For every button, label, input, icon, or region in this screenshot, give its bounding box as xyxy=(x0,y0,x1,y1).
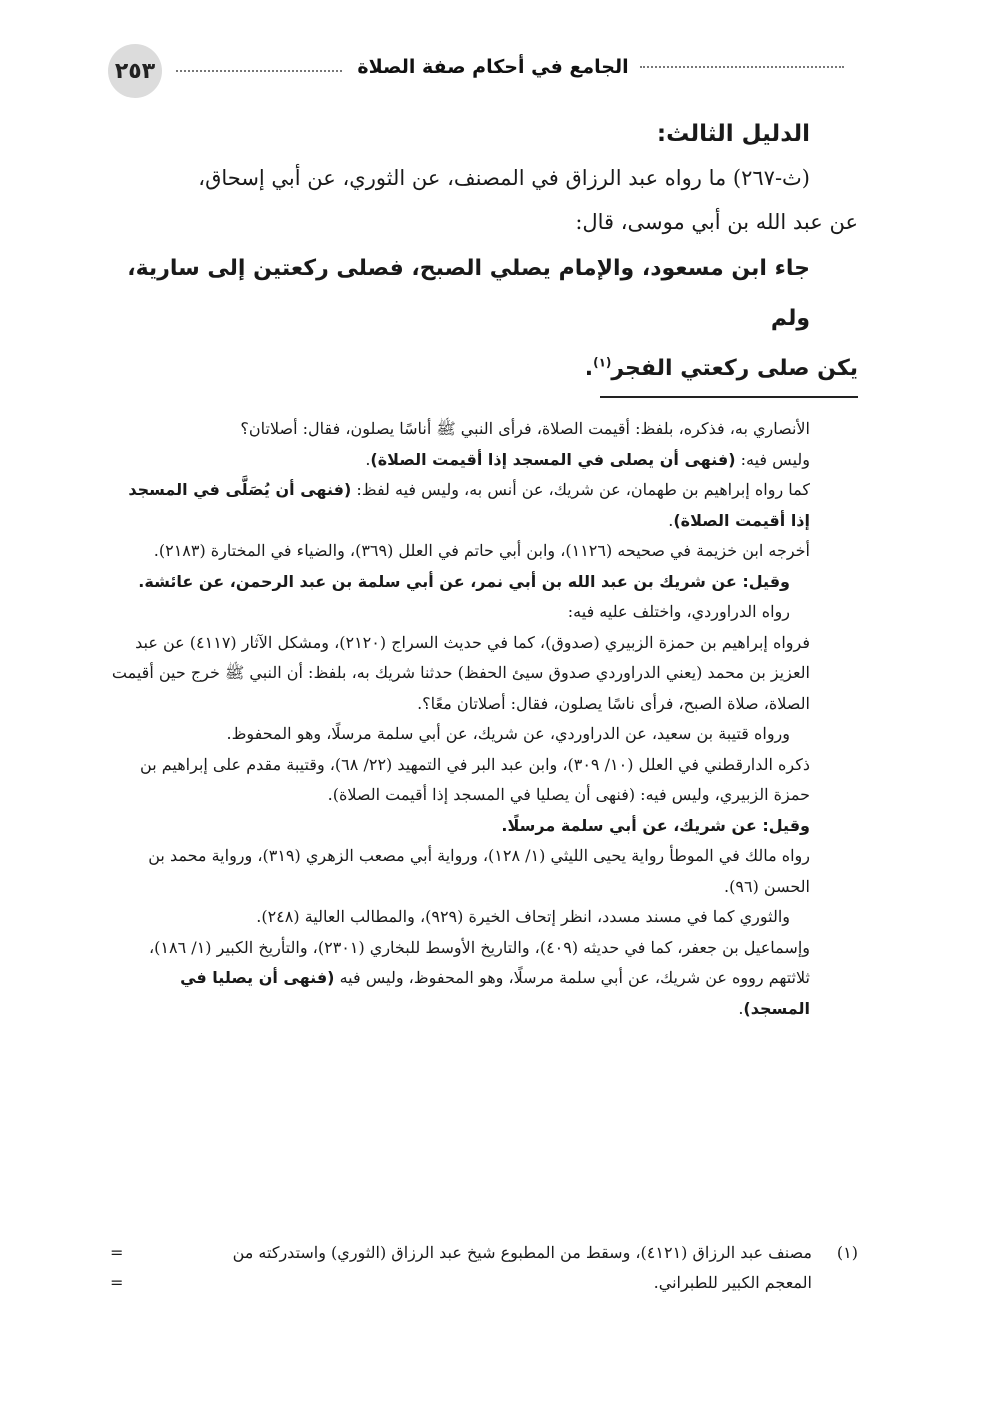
main-text xyxy=(110,112,858,394)
note-line-bold: وقيل: عن شريك بن عبد الله بن أبي نمر، عن أبي سلمة بن عبد الرحمن، عن عائشة. xyxy=(138,571,790,591)
running-header-title: الجامع في أحكام صفة الصلاة xyxy=(357,56,629,78)
note-text: وإسماعيل بن جعفر، كما في حديثه (٤٠٩)، والتاريخ الأوسط للبخاري (٢٣٠١)، والتأريخ الكبير (١/ ١٨٦)، ثلاثتهم رووه عن شريك، عن أبي سلمة مرسلًا، وهو المحفوظ، وليس فيه xyxy=(149,937,810,987)
note-line: الأنصاري به، فذكره، بلفظ: أقيمت الصلاة، فرأى النبي ﷺ أناسًا يصلون، فقال: أصلاتان؟ xyxy=(240,419,810,438)
page-number-badge xyxy=(108,44,162,98)
note-line: والثوري كما في مسند مسدد، انظر إتحاف الخيرة (٩٢٩)، والمطالب العالية (٢٤٨). xyxy=(256,907,790,926)
footnote-1 xyxy=(110,1238,858,1298)
note-bold-text: (فنهى أن يُصَلَّى في المسجد إذا أقيمت الصلاة) xyxy=(128,480,810,530)
athar-quote-text: يكن صلى ركعتي الفجر xyxy=(611,356,858,381)
narration-line-2: عن عبد الله بن أبي موسى، قال: xyxy=(575,210,858,234)
section-heading: الدليل الثالث: xyxy=(656,121,810,147)
note-line: رواه الدراوردي، واختلف عليه فيه: xyxy=(567,602,790,621)
note-line xyxy=(110,475,810,536)
footnote-line-1 xyxy=(110,1238,858,1268)
note-line-bold: وقيل: عن شريك، عن أبي سلمة مرسلًا. xyxy=(501,815,810,835)
note-line: ورواه قتيبة بن سعيد، عن الدراوردي، عن شريك، عن أبي سلمة مرسلًا، وهو المحفوظ. xyxy=(226,724,790,743)
footnotes-body xyxy=(110,414,810,1024)
continuation-mark: = xyxy=(110,1273,124,1292)
note-bold-text: (فنهى أن يصلى في المسجد إذا أقيمت الصلاة) xyxy=(370,449,736,469)
note-line xyxy=(110,445,810,476)
note-line: أخرجه ابن خزيمة في صحيحه (١١٢٦)، وابن أبي حاتم في العلل (٣٦٩)، والضياء في المختارة (٢١٨٣). xyxy=(153,541,810,560)
footnote-reference[interactable]: (١) xyxy=(593,355,612,370)
narration-line-1: (ث-٢٦٧) ما رواه عبد الرزاق في المصنف، عن الثوري، عن أبي إسحاق، xyxy=(198,166,810,190)
note-line xyxy=(110,933,810,1025)
footnote-line-2 xyxy=(110,1268,858,1298)
note-line: ذكره الدارقطني في العلل (١٠/ ٣٠٩)، وابن عبد البر في التمهيد (٢٢/ ٦٨)، وقتيبة مقدم على إبراهيم بن حمزة الزبيري، وليس فيه: (فنهى أن يصليا في المسجد إذا أقيمت الصلاة). xyxy=(140,754,810,804)
continuation-mark: = xyxy=(110,1243,124,1262)
header-dotted-rule-right xyxy=(640,66,844,68)
header-dotted-rule-left xyxy=(176,70,342,72)
note-text: . xyxy=(738,998,744,1018)
footnote-separator xyxy=(600,396,858,398)
footnote-number: (١) xyxy=(836,1243,858,1262)
footnote-text: المعجم الكبير للطبراني. xyxy=(653,1273,812,1292)
note-text: كما رواه إبراهيم بن طهمان، عن شريك، عن أنس به، وليس فيه لفظ: xyxy=(351,480,810,499)
note-line: رواه مالك في الموطأ رواية يحيى الليثي (١/ ١٢٨)، ورواية أبي مصعب الزهري (٣١٩)، ورواية محمد بن الحسن (٩٦). xyxy=(148,846,810,896)
note-text: وليس فيه: xyxy=(735,449,810,469)
note-text: . xyxy=(365,449,371,469)
note-bold-text: (فنهى أن يصليا في المسجد) xyxy=(180,968,810,1018)
footnote-text: مصنف عبد الرزاق (٤١٢١)، وسقط من المطبوع شيخ عبد الرزاق (الثوري) واستدركته من xyxy=(232,1243,812,1262)
athar-quote-line-2 xyxy=(110,344,858,394)
note-line: فرواه إبراهيم بن حمزة الزبيري (صدوق)، كما في حديث السراج (٢١٢٠)، ومشكل الآثار (٤١١٧) عن عبد العزيز بن محمد (يعني الدراوردي صدوق سيئ الحفظ) حدثنا شريك به، بلفظ: أن النبي ﷺ خرج حين أقيمت الصلاة، صلاة الصبح، فرأى ناسًا يصلون، فقال: أصلاتان معًا؟. xyxy=(111,632,810,713)
athar-quote-line-1: جاء ابن مسعود، والإمام يصلي الصبح، فصلى ركعتين إلى سارية، ولم xyxy=(127,256,810,331)
note-text: . xyxy=(668,510,674,530)
page-number: ٢٥٣ xyxy=(114,58,156,84)
athar-quote-end: . xyxy=(584,356,594,381)
